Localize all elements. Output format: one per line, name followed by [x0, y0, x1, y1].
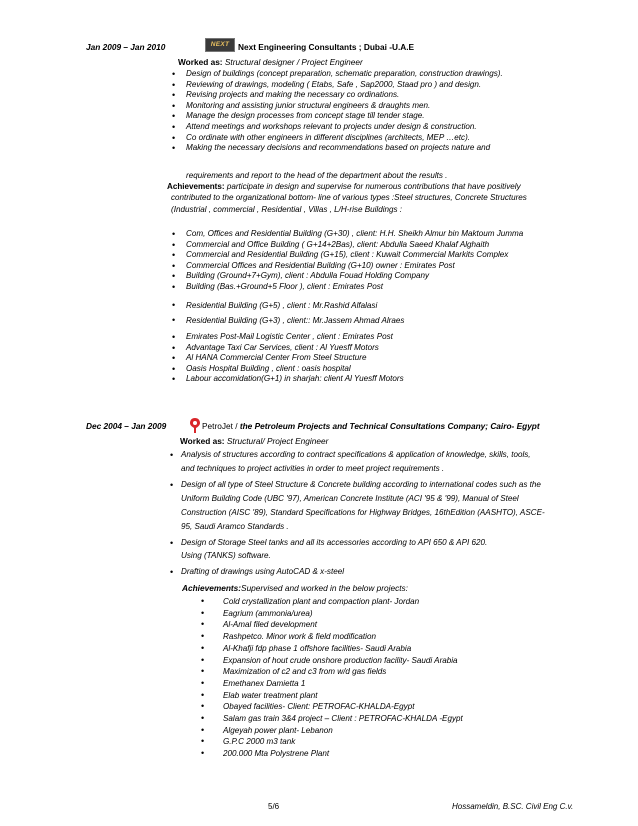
- list-item: • Al HANA Commercial Center From Steel Structure: [170, 353, 404, 364]
- duty-line: Using (TANKS) software.: [181, 551, 271, 561]
- achievements-line: (Industrial , commercial , Residential , Villas , L/H-rise Buildings :: [171, 204, 403, 214]
- job1-company: Next Engineering Consultants ; Dubai -U.A.E: [238, 42, 415, 52]
- list-item: [170, 449, 545, 477]
- company-prefix: PetroJet /: [202, 421, 240, 431]
- list-item: • Residential Building (G+3) , client:: Mr.Jassem Ahmad Alraes: [170, 313, 404, 328]
- job1-projects-list-a: [170, 229, 523, 293]
- duty-line: • Analysis of structures according to contract specifications & application of knowledge, skills, tools,: [181, 450, 531, 459]
- job2-worked-as: [180, 436, 328, 446]
- achievements-line: contributed to the organizational bottom- line of various types :Steel structures, Concrete Structures: [171, 193, 527, 203]
- list-item: • Al-Khafji fdp phase 1 offshore facilities- Saudi Arabia: [198, 643, 463, 655]
- list-item: • Cold crystallization plant and compaction plant- Jordan: [198, 596, 463, 608]
- list-item: [170, 479, 545, 533]
- list-item: • Advantage Taxi Car Services, client : Al Yuesff Motors: [170, 343, 404, 354]
- list-item: • Emethanex Damietta 1: [198, 678, 463, 690]
- job2-duties-list: [170, 449, 545, 579]
- list-item: • 200.000 Mta Polystrene Plant: [198, 748, 463, 760]
- job2-company: [202, 421, 540, 431]
- duty-line: • Drafting of drawings using AutoCAD & x-steel: [181, 567, 344, 577]
- list-item: • Making the necessary decisions and recommendations based on projects nature and: [170, 143, 503, 154]
- worked-value: Structural designer / Project Engineer: [222, 57, 363, 67]
- job2-achievements: [182, 583, 408, 593]
- list-item: • Revising projects and making the necessary co ordinations.: [170, 90, 503, 101]
- achievements-label: Achievements:: [167, 182, 225, 191]
- list-item: • Maximization of c2 and c3 from w/d gas fields: [198, 666, 463, 678]
- list-item: • Residential Building (G+5) , client : Mr.Rashid Alfalasi: [170, 298, 404, 313]
- list-item: • Commercial Offices and Residential Building (G+10) owner : Emirates Post: [170, 261, 523, 272]
- list-item: • Emirates Post-Mail Logistic Center , client : Emirates Post: [170, 332, 404, 343]
- job1-duty-continuation: requirements and report to the head of the department about the results .: [186, 171, 448, 180]
- list-item: • Manage the design processes from concept stage till tender stage.: [170, 111, 503, 122]
- job1-worked-as: [178, 57, 363, 67]
- list-item: • Building (Bas.+Ground+5 Floor ), client : Emirates Post: [170, 282, 523, 293]
- next-logo-icon: NEXT: [205, 38, 235, 52]
- worked-label: Worked as:: [178, 57, 223, 67]
- list-item: • Algeyah power plant- Lebanon: [198, 725, 463, 737]
- list-item: • Design of buildings (concept preparation, schematic preparation, construction drawings).: [170, 69, 503, 80]
- achievements-label: Achievements:: [182, 583, 242, 593]
- worked-label: Worked as:: [180, 436, 225, 446]
- list-item: • G.P.C 2000 m3 tank: [198, 736, 463, 748]
- job1-period: Jan 2009 – Jan 2010: [86, 42, 166, 52]
- list-item: • Elab water treatment plant: [198, 690, 463, 702]
- footer-author: Hossameldin, B.SC. Civil Eng C.v.: [452, 802, 574, 811]
- job1-projects-list-c: [170, 332, 404, 385]
- duty-line: • Design of Storage Steel tanks and all its accessories according to API 650 & API 620.: [181, 537, 488, 547]
- company-name: the Petroleum Projects and Technical Consultations Company; Cairo- Egypt: [239, 421, 540, 431]
- job2-projects-list: [198, 596, 463, 760]
- worked-value: Structural/ Project Engineer: [224, 436, 329, 446]
- job1-duties-list: [170, 69, 503, 154]
- achievements-text: Supervised and worked in the below projects:: [241, 583, 408, 593]
- duty-line: 95, Saudi Aramco Standards .: [181, 521, 289, 531]
- duty-line: • Design of all type of Steel Structure & Concrete building according to international codes such as the: [181, 480, 541, 490]
- list-item: • Reviewing of drawings, modeling ( Etabs, Safe , Sap2000, Staad pro ) and design.: [170, 80, 503, 91]
- duty-line: Uniform Building Code (UBC '97), American Concrete Institute (ACI '95 & '99), Manual of Steel: [181, 493, 519, 503]
- list-item: • Commercial and Residential Building (G+15), client : Kuwait Commercial Markits Complex: [170, 250, 523, 261]
- job1-achievements: [167, 181, 527, 215]
- list-item: [170, 537, 545, 563]
- list-item: [170, 566, 545, 578]
- list-item: • Building (Ground+7+Gym), client : Abdulla Fouad Holding Company: [170, 271, 523, 282]
- page-number: 5/6: [268, 802, 280, 811]
- list-item: • Salam gas train 3&4 project – Client : PETROFAC-KHALDA -Egypt: [198, 713, 463, 725]
- duty-line: and techniques to project activities in order to meet project requirements .: [181, 464, 445, 474]
- job1-projects-list-b: [170, 298, 404, 328]
- petrojet-logo-icon: [190, 418, 200, 433]
- list-item: • Eagrium (ammonia/urea): [198, 608, 463, 620]
- list-item: • Monitoring and assisting junior structural engineers & draughts men.: [170, 101, 503, 112]
- list-item: • Oasis Hospital Building , client : oasis hospital: [170, 364, 404, 375]
- list-item: • Rashpetco. Minor work & field modification: [198, 631, 463, 643]
- job2-period: Dec 2004 – Jan 2009: [86, 421, 167, 431]
- list-item: • Attend meetings and workshops relevant to projects under design & construction.: [170, 122, 503, 133]
- list-item: • Co ordinate with other engineers in different disciplines (architects, MEP …etc).: [170, 133, 503, 144]
- list-item: • Al-Amal filed development: [198, 619, 463, 631]
- list-item: • Expansion of hout crude onshore production facility- Saudi Arabia: [198, 655, 463, 667]
- list-item: • Com, Offices and Residential Building (G+30) , client: H.H. Sheikh Almur bin Maktoum Jumma: [170, 229, 523, 240]
- duty-line: Construction (AISC '89), Standard Specifications for Highway Bridges, 16thEdition (AASHTO), ASCE-: [181, 507, 545, 517]
- list-item: • Labour accomidation(G+1) in sharjah: client Al Yuesff Motors: [170, 374, 404, 385]
- list-item: • Commercial and Office Building ( G+14+2Bas), client: Abdulla Saeed Khalaf Alghaith: [170, 240, 523, 251]
- achievements-line: participate in design and supervise for numerous contributions that have positively: [224, 182, 521, 191]
- list-item: • Obayed facilities- Client: PETROFAC-KHALDA-Egypt: [198, 701, 463, 713]
